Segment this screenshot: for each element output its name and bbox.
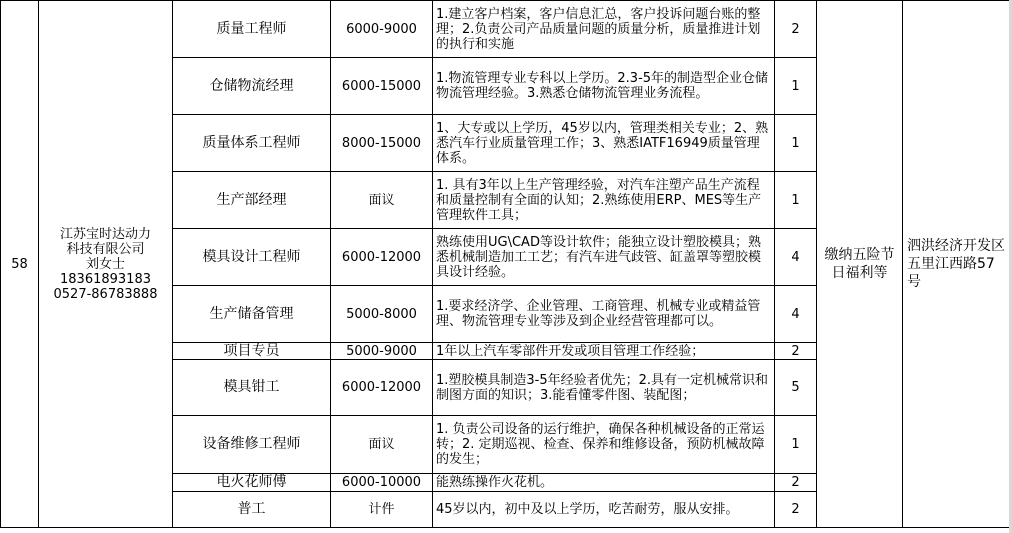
row-number: 58 — [1, 1, 39, 528]
job-title: 模具设计工程师 — [173, 229, 331, 286]
job-title: 项目专员 — [173, 343, 331, 360]
job-salary: 面议 — [331, 416, 433, 474]
company-name-line1: 江苏宝时达动力 — [59, 226, 151, 242]
job-requirements: 能熟练操作火花机。 — [433, 474, 775, 492]
job-title: 生产储备管理 — [173, 286, 331, 343]
job-requirements: 1. 具有3年以上生产管理经验，对汽车注塑产品生产流程和质量控制有全面的认知；2.熟练使用ERP、MES等生产管理软件工具； — [433, 172, 775, 229]
job-count: 2 — [775, 492, 817, 528]
job-title: 仓储物流经理 — [173, 58, 331, 115]
job-count: 1 — [775, 58, 817, 115]
job-title: 质量工程师 — [173, 1, 331, 58]
job-requirements: 1. 负责公司设备的运行维护，确保各种机械设备的正常运转；2. 定期巡视、检查、保养和维修设备，预防机械故障的发生； — [433, 416, 775, 474]
job-salary: 5000-9000 — [331, 343, 433, 360]
job-salary: 面议 — [331, 172, 433, 229]
job-count: 5 — [775, 360, 817, 416]
phone-landline: 0527-86783888 — [53, 286, 158, 302]
work-address: 泗洪经济开发区五里江西路57号 — [903, 1, 1010, 528]
job-count: 1 — [775, 115, 817, 172]
job-salary: 6000-10000 — [331, 474, 433, 492]
job-title: 质量体系工程师 — [173, 115, 331, 172]
job-count: 1 — [775, 416, 817, 474]
job-salary: 计件 — [331, 492, 433, 528]
job-title: 普工 — [173, 492, 331, 528]
job-salary: 6000-12000 — [331, 360, 433, 416]
job-title: 生产部经理 — [173, 172, 331, 229]
job-title: 模具钳工 — [173, 360, 331, 416]
benefits: 缴纳五险节日福利等 — [817, 1, 903, 528]
job-requirements: 45岁以内，初中及以上学历，吃苦耐劳，服从安排。 — [433, 492, 775, 528]
job-salary: 6000-12000 — [331, 229, 433, 286]
contact-person: 刘女士 — [85, 256, 125, 272]
phone-mobile: 18361893183 — [60, 271, 151, 287]
job-count: 4 — [775, 229, 817, 286]
job-title: 电火花师傅 — [173, 474, 331, 492]
job-title: 设备维修工程师 — [173, 416, 331, 474]
job-requirements: 熟练使用UG\CAD等设计软件；能独立设计塑胶模具；熟悉机械制造加工工艺；有汽车进气歧管、缸盖罩等塑胶模具设计经验。 — [433, 229, 775, 286]
job-count: 4 — [775, 286, 817, 343]
job-requirements: 1.要求经济学、企业管理、工商管理、机械专业或精益管理、物流管理专业等涉及到企业经营管理都可以。 — [433, 286, 775, 343]
job-count: 2 — [775, 1, 817, 58]
job-requirements: 1.物流管理专业专科以上学历。2.3-5年的制造型企业仓储物流管理经验。3.熟悉仓储物流管理业务流程。 — [433, 58, 775, 115]
job-count: 2 — [775, 474, 817, 492]
job-requirements: 1、大专或以上学历，45岁以内，管理类相关专业；2、熟悉汽车行业质量管理工作；3、熟悉IATF16949质量管理体系。 — [433, 115, 775, 172]
job-salary: 6000-9000 — [331, 1, 433, 58]
job-requirements: 1.建立客户档案，客户信息汇总，客户投诉问题台账的整理；2.负责公司产品质量问题的质量分析，质量推进计划的执行和实施 — [433, 1, 775, 58]
company-name-line2: 科技有限公司 — [66, 241, 145, 257]
job-count: 2 — [775, 343, 817, 360]
table-row — [1, 1, 1010, 58]
job-salary: 5000-8000 — [331, 286, 433, 343]
job-requirements: 1年以上汽车零部件开发或项目管理工作经验； — [433, 343, 775, 360]
job-requirements: 1.塑胶模具制造3-5年经验者优先；2.具有一定机械常识和制图方面的知识；3.能看懂零件图、装配图； — [433, 360, 775, 416]
job-salary: 6000-15000 — [331, 58, 433, 115]
job-count: 1 — [775, 172, 817, 229]
job-salary: 8000-15000 — [331, 115, 433, 172]
company-info — [39, 1, 173, 528]
